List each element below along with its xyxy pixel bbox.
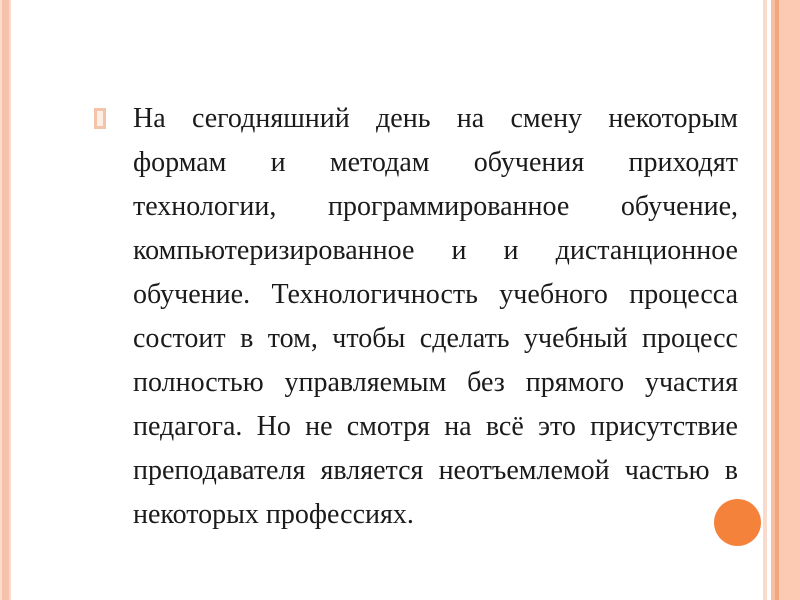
right-edge-stripe-thin xyxy=(763,0,767,600)
left-edge-stripe-core xyxy=(2,0,9,600)
slide-body-paragraph: На сегодняшний день на смену некоторым формам и методам обучения приходят технологии, программированное обучение, компьютеризированное и и дистанционное обучение. Технологичность учебного процесса состоит в том, чтобы сделать учебный процесс полностью управляемым без прямого участия педагога. Но не смотря на всё это присутствие преподавателя является неотъемлемой частью в некоторых профессиях. xyxy=(133,103,738,530)
left-edge-stripe-inner xyxy=(9,0,11,600)
right-edge-stripe-wide xyxy=(779,0,800,600)
decorative-circle xyxy=(714,499,761,546)
bullet-box-icon xyxy=(94,108,106,129)
